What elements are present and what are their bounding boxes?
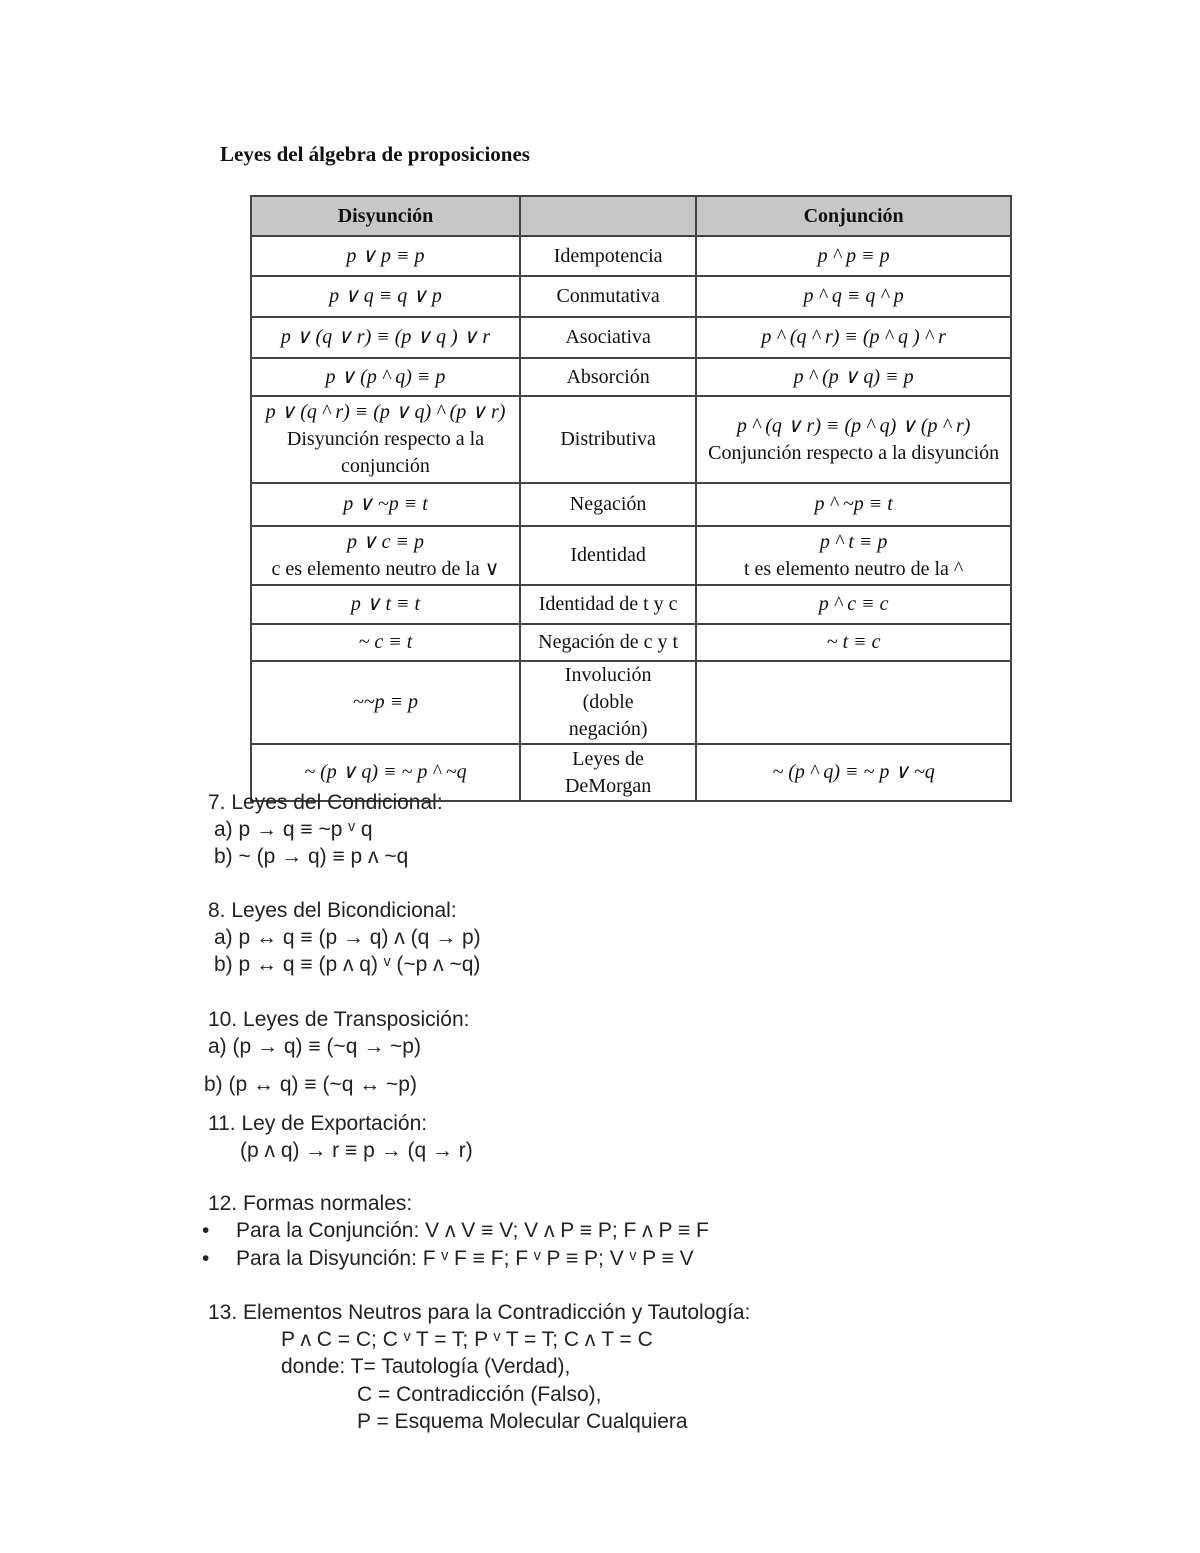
disyuncion-cell: p ∨ t ≡ t	[251, 585, 520, 624]
conjuncion-cell	[696, 396, 1011, 483]
section-13-line-2: donde: T= Tautología (Verdad),	[281, 1355, 571, 1378]
table-header-row	[251, 196, 1011, 236]
section-10-a: a) (p → q) ≡ (~q → ~p)	[208, 1035, 421, 1058]
section-7-a: a) p → q ≡ ~p ᵛ q	[214, 818, 373, 841]
bullet-icon: •	[202, 1247, 210, 1270]
conjuncion-cell: p ^ ~p ≡ t	[696, 483, 1011, 526]
law-name-cell: Distributiva	[520, 396, 696, 483]
law-name-cell: Negación de c y t	[520, 624, 696, 661]
table-title: Leyes del álgebra de proposiciones	[220, 142, 530, 166]
section-10-title: 10. Leyes de Transposición:	[208, 1008, 470, 1031]
section-13-line-1: P ᴧ C = C; C ᵛ T = T; P ᵛ T = T; C ᴧ T = C	[281, 1328, 653, 1351]
section-8-a: a) p ↔ q ≡ (p → q) ᴧ (q → p)	[214, 926, 481, 949]
law-name-cell: Leyes de DeMorgan	[520, 744, 696, 801]
table-row	[251, 624, 1011, 661]
law-name-cell: Identidad	[520, 526, 696, 585]
section-11-title: 11. Ley de Exportación:	[208, 1112, 428, 1135]
disyuncion-cell: p ∨ q ≡ q ∨ p	[251, 276, 520, 317]
table-row	[251, 317, 1011, 358]
section-13-line-4: P = Esquema Molecular Cualquiera	[357, 1410, 688, 1433]
disyuncion-cell: p ∨ (p ^ q) ≡ p	[251, 358, 520, 396]
section-12-bullet-2: Para la Disyunción: F ᵛ F ≡ F; F ᵛ P ≡ P; V ᵛ P ≡ V	[236, 1247, 694, 1270]
law-name-cell: Asociativa	[520, 317, 696, 358]
section-13-line-3: C = Contradicción (Falso),	[357, 1383, 602, 1406]
disyuncion-cell: p ∨ p ≡ p	[251, 236, 520, 276]
conjuncion-cell: ~ (p ^ q) ≡ ~ p ∨ ~q	[696, 744, 1011, 801]
conjuncion-cell: ~ t ≡ c	[696, 624, 1011, 661]
table-row	[251, 526, 1011, 585]
table-row	[251, 661, 1011, 744]
section-8-title: 8. Leyes del Bicondicional:	[208, 899, 457, 922]
section-7-title: 7. Leyes del Condicional:	[208, 791, 443, 814]
section-10-b: b) (p ↔ q) ≡ (~q ↔ ~p)	[204, 1073, 417, 1096]
disyuncion-cell: p ∨ (q ∨ r) ≡ (p ∨ q ) ∨ r	[251, 317, 520, 358]
conjuncion-formula: p ^ (q ∨ r) ≡ (p ^ q) ∨ (p ^ r)	[736, 414, 971, 437]
conjuncion-cell: p ^ q ≡ q ^ p	[696, 276, 1011, 317]
law-name-cell: Absorción	[520, 358, 696, 396]
bullet-icon: •	[202, 1219, 210, 1242]
header-law	[520, 196, 696, 236]
conjuncion-cell: p ^ c ≡ c	[696, 585, 1011, 624]
law-name-cell: Identidad de t y c	[520, 585, 696, 624]
section-8-b: b) p ↔ q ≡ (p ᴧ q) ᵛ (~p ᴧ ~q)	[214, 953, 481, 976]
header-disyuncion: Disyunción	[251, 196, 520, 236]
disyuncion-note: c es elemento neutro de la ∨	[271, 557, 500, 580]
header-conjuncion: Conjunción	[696, 196, 1011, 236]
table-row	[251, 483, 1011, 526]
conjuncion-cell	[696, 526, 1011, 585]
section-11-a: (p ᴧ q) → r ≡ p → (q → r)	[240, 1139, 473, 1162]
disyuncion-cell: ~~p ≡ p	[251, 661, 520, 744]
table-row	[251, 236, 1011, 276]
section-12-title: 12. Formas normales:	[208, 1192, 413, 1215]
conjuncion-note: Conjunción respecto a la disyunción	[708, 441, 1000, 464]
conjuncion-formula: p ^ t ≡ p	[819, 530, 888, 553]
section-13-title: 13. Elementos Neutros para la Contradicción y Tautología:	[208, 1301, 751, 1324]
table-row	[251, 396, 1011, 483]
disyuncion-cell	[251, 396, 520, 483]
section-7-b: b) ~ (p → q) ≡ p ᴧ ~q	[214, 845, 409, 868]
disyuncion-cell	[251, 526, 520, 585]
law-name-cell: Negación	[520, 483, 696, 526]
disyuncion-formula: p ∨ c ≡ p	[346, 530, 424, 553]
conjuncion-cell: p ^ p ≡ p	[696, 236, 1011, 276]
conjuncion-note: t es elemento neutro de la ^	[743, 557, 964, 580]
law-name-cell: Conmutativa	[520, 276, 696, 317]
disyuncion-note: Disyunción respecto a la conjunción	[286, 428, 485, 477]
disyuncion-formula: p ∨ (q ^ r) ≡ (p ∨ q) ^ (p ∨ r)	[265, 401, 506, 423]
table-row	[251, 585, 1011, 624]
table-row	[251, 276, 1011, 317]
conjuncion-cell: p ^ (p ∨ q) ≡ p	[696, 358, 1011, 396]
disyuncion-cell: p ∨ ~p ≡ t	[251, 483, 520, 526]
laws-table	[250, 195, 1012, 802]
conjuncion-cell: p ^ (q ^ r) ≡ (p ^ q ) ^ r	[696, 317, 1011, 358]
disyuncion-cell: ~ c ≡ t	[251, 624, 520, 661]
section-12-bullet-1: Para la Conjunción: V ᴧ V ≡ V; V ᴧ P ≡ P; F ᴧ P ≡ F	[236, 1219, 709, 1242]
law-name-cell: Involución (doble negación)	[520, 661, 696, 744]
law-name-cell: Idempotencia	[520, 236, 696, 276]
conjuncion-cell	[696, 661, 1011, 744]
disyuncion-cell: ~ (p ∨ q) ≡ ~ p ^ ~q	[251, 744, 520, 801]
table-row	[251, 358, 1011, 396]
